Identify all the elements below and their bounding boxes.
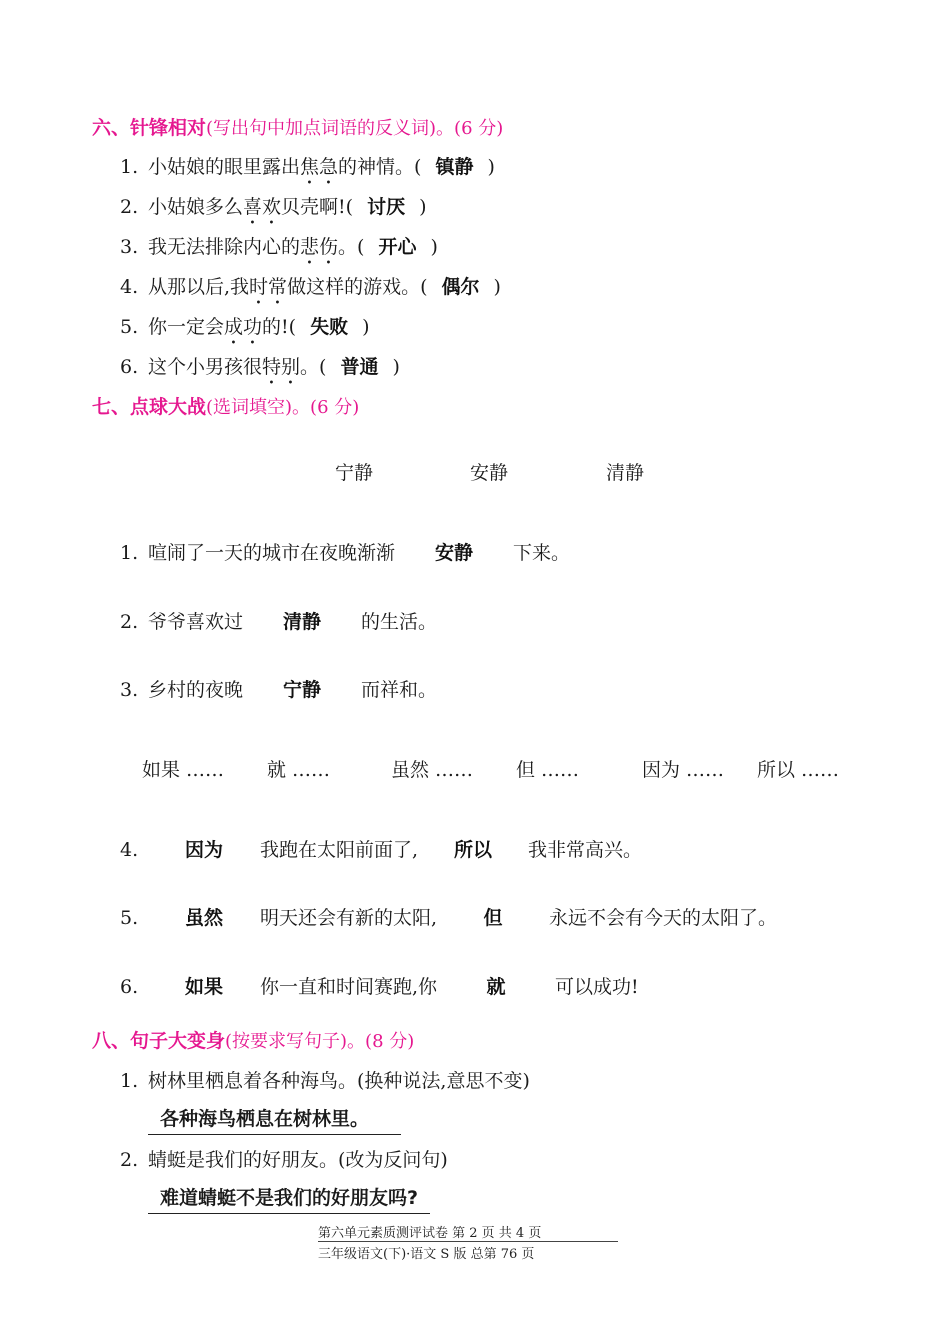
paren-close: ) <box>487 156 495 178</box>
s7-fill-1 <box>120 538 570 565</box>
s6-item-4 <box>120 272 501 309</box>
item-number: 6. <box>120 976 139 998</box>
section-7-heading <box>92 392 359 419</box>
s7-fill-3 <box>120 675 437 702</box>
answer: 镇静 <box>435 156 474 178</box>
conj-bank-item: 如果 …… <box>142 759 225 781</box>
s8-item-1 <box>120 1066 530 1093</box>
item-number: 1. <box>120 1070 139 1092</box>
paren-close: ) <box>493 276 501 298</box>
item-number: 4. <box>120 839 139 861</box>
sentence-text: 从那以后,我 <box>148 276 250 298</box>
word-bank-item: 安静 <box>470 462 509 484</box>
item-number: 5. <box>120 316 139 338</box>
item-number: 5. <box>120 907 139 929</box>
paren-close: ) <box>362 316 370 338</box>
item-number: 1. <box>120 156 139 178</box>
answer: 安静 <box>435 542 474 564</box>
question-text: 树林里栖息着各种海鸟。(换种说法,意思不变) <box>148 1070 530 1092</box>
sentence-text: 乡村的夜晚 <box>148 679 244 701</box>
answer: 如果 <box>184 976 223 998</box>
sentence-text: 这个小男孩很 <box>148 356 263 378</box>
sentence-text: 。( <box>300 356 327 378</box>
word-bank-item: 清静 <box>606 462 645 484</box>
sentence-text: 。( <box>338 236 365 258</box>
section-7-title: 七、点球大战 <box>92 396 207 418</box>
s7-conj-4 <box>120 835 642 862</box>
sentence-text: 小姑娘多么 <box>148 196 244 218</box>
sentence-text: 我无法排除内心的 <box>148 236 301 258</box>
sentence-text: 我非常高兴。 <box>528 839 643 861</box>
dotted-word: 喜欢 <box>243 196 282 218</box>
section-6-note: (写出句中加点词语的反义词)。(6 分) <box>206 118 504 139</box>
conj-bank-item: 所以 …… <box>757 759 840 781</box>
paren-close: ) <box>419 196 427 218</box>
s6-item-6 <box>120 352 400 389</box>
section-8-heading <box>92 1026 414 1053</box>
answer: 普通 <box>340 356 379 378</box>
sentence-text: 做这样的游戏。( <box>287 276 428 298</box>
answer: 偶尔 <box>441 276 480 298</box>
paren-close: ) <box>392 356 400 378</box>
answer: 宁静 <box>283 679 322 701</box>
answer: 就 <box>486 976 506 998</box>
sentence-text: 小姑娘的眼里露出 <box>148 156 301 178</box>
answer: 虽然 <box>184 907 223 929</box>
word-bank-item: 宁静 <box>335 462 374 484</box>
sentence-text: 明天还会有新的太阳, <box>260 907 438 929</box>
sentence-text: 贝壳啊!( <box>281 196 354 218</box>
sentence-text: 的生活。 <box>361 611 438 633</box>
item-number: 2. <box>120 196 139 218</box>
section-7-note: (选词填空)。(6 分) <box>206 397 360 418</box>
item-number: 2. <box>120 611 139 633</box>
answer: 因为 <box>184 839 223 861</box>
sentence-text: 可以成功! <box>555 976 639 998</box>
sentence-text: 的!( <box>262 316 297 338</box>
section-8-title: 八、句子大变身 <box>92 1030 226 1052</box>
s6-item-2 <box>120 192 427 229</box>
footer-line-1: 第六单元素质测评试卷 第 2 页 共 4 页 <box>318 1226 542 1241</box>
sentence-text: 你一定会 <box>148 316 225 338</box>
section-6-heading <box>92 113 503 140</box>
answer-line: 各种海鸟栖息在树林里。 <box>148 1104 401 1135</box>
conj-bank-item: 但 …… <box>516 759 580 781</box>
sentence-text: 你一直和时间赛跑,你 <box>260 976 438 998</box>
sentence-text: 永远不会有今天的太阳了。 <box>549 907 778 929</box>
s7-conj-6 <box>120 972 639 999</box>
item-number: 6. <box>120 356 139 378</box>
item-number: 3. <box>120 236 139 258</box>
dotted-word: 悲伤 <box>300 236 339 258</box>
sentence-text: 而祥和。 <box>361 679 438 701</box>
section-8-note: (按要求写句子)。(8 分) <box>225 1031 415 1052</box>
item-number: 4. <box>120 276 139 298</box>
answer-line: 难道蜻蜓不是我们的好朋友吗? <box>148 1183 430 1214</box>
dotted-word: 焦急 <box>300 156 339 178</box>
footer-divider <box>318 1241 618 1242</box>
s6-item-3 <box>120 232 438 269</box>
question-text: 蜻蜓是我们的好朋友。(改为反问句) <box>148 1149 448 1171</box>
s7-fill-2 <box>120 607 437 634</box>
sentence-text: 下来。 <box>513 542 571 564</box>
sentence-text: 的神情。( <box>338 156 422 178</box>
answer: 失败 <box>310 316 349 338</box>
sentence-text: 喧闹了一天的城市在夜晚渐渐 <box>148 542 396 564</box>
paren-close: ) <box>430 236 438 258</box>
conj-bank-item: 因为 …… <box>642 759 725 781</box>
answer: 但 <box>483 907 503 929</box>
s8-answer-1 <box>148 1104 401 1135</box>
s8-item-2 <box>120 1145 448 1172</box>
dotted-word: 特别 <box>262 356 301 378</box>
item-number: 3. <box>120 679 139 701</box>
answer: 所以 <box>454 839 493 861</box>
answer: 清静 <box>283 611 322 633</box>
answer: 开心 <box>378 236 417 258</box>
item-number: 1. <box>120 542 139 564</box>
s7-conj-5 <box>120 903 777 930</box>
s6-item-5 <box>120 312 370 349</box>
item-number: 2. <box>120 1149 139 1171</box>
sentence-text: 我跑在太阳前面了, <box>260 839 419 861</box>
conj-bank-item: 虽然 …… <box>391 759 474 781</box>
conj-bank-item: 就 …… <box>267 759 331 781</box>
footer-line-2: 三年级语文(下)·语文 S 版 总第 76 页 <box>318 1247 535 1262</box>
answer: 讨厌 <box>367 196 406 218</box>
sentence-text: 爷爷喜欢过 <box>148 611 244 633</box>
s8-answer-2 <box>148 1183 430 1214</box>
dotted-word: 成功 <box>224 316 263 338</box>
dotted-word: 时常 <box>249 276 288 298</box>
section-6-title: 六、针锋相对 <box>92 117 207 139</box>
s6-item-1 <box>120 152 495 189</box>
